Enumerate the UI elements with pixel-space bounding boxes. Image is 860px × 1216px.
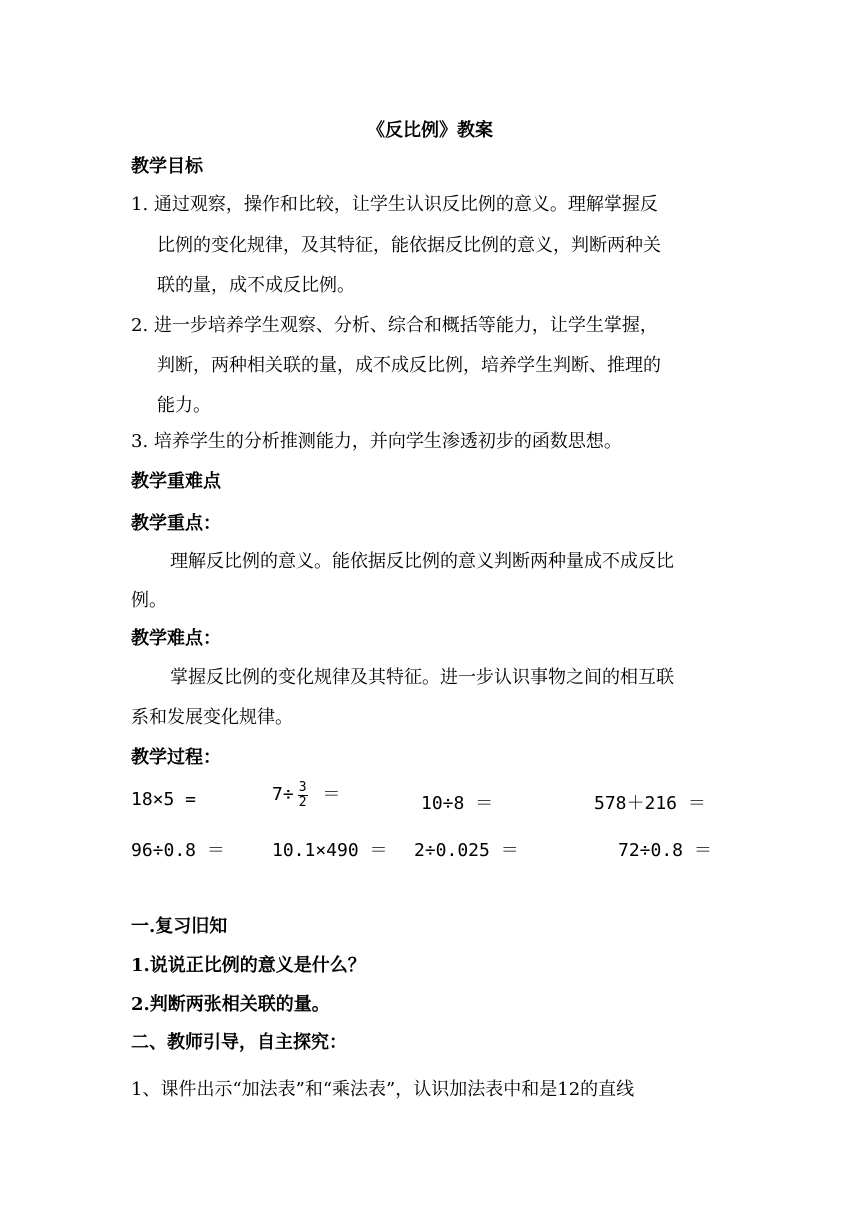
review-heading: 一.复习旧知	[131, 916, 228, 937]
explore-heading: 二、教师引导，自主探究：	[131, 1032, 347, 1053]
calc-r1c2-post: ＝	[322, 784, 341, 805]
calc-r1c3: 10÷8 ＝	[421, 793, 494, 814]
calc-r1c2	[272, 780, 340, 810]
goal-2-line-1: 2. 进一步培养学生观察、分析、综合和概括等能力，让学生掌握，	[131, 315, 658, 336]
goals-heading: 教学目标	[131, 156, 203, 177]
key-point-line-1: 理解反比例的意义。能依据反比例的意义判断两种量成不成反比	[170, 551, 674, 572]
difficult-point-line-2: 系和发展变化规律。	[131, 707, 293, 728]
calc-r2c3: 2÷0.025 ＝	[414, 840, 519, 861]
goal-1-line-2: 比例的变化规律，及其特征，能依据反比例的意义，判断两种关	[157, 235, 661, 256]
goal-2-line-2: 判断，两种相关联的量，成不成反比例，培养学生判断、推理的	[157, 355, 661, 376]
review-item-2: 2.判断两张相关联的量。	[131, 994, 330, 1015]
key-point-line-2: 例。	[131, 590, 167, 611]
goal-1-line-3: 联的量，成不成反比例。	[157, 275, 355, 296]
calc-r1c1: 18×5 =	[131, 789, 197, 810]
process-heading: 教学过程：	[131, 747, 221, 768]
calc-r2c2: 10.1×490 ＝	[272, 840, 388, 861]
difficult-point-heading: 教学难点：	[131, 628, 221, 649]
fraction-numerator: 3	[298, 779, 307, 795]
goal-2-line-3: 能力。	[157, 395, 211, 416]
calc-r2c4: 72÷0.8 ＝	[618, 840, 712, 861]
difficult-point-line-1: 掌握反比例的变化规律及其特征。进一步认识事物之间的相互联	[170, 667, 674, 688]
goal-1-line-1: 1. 通过观察，操作和比较，让学生认识反比例的意义。理解掌握反	[131, 194, 658, 215]
calc-r1c4: 578＋216 ＝	[594, 793, 706, 814]
review-item-1: 1.说说正比例的意义是什么？	[131, 955, 366, 976]
fraction	[298, 781, 308, 810]
explore-item-1: 1、课件出示“加法表”和“乘法表”，认识加法表中和是12的直线	[131, 1079, 635, 1100]
document-title: 《反比例》教案	[367, 120, 493, 141]
calc-r2c1: 96÷0.8 ＝	[131, 840, 225, 861]
calc-r1c2-pre: 7÷	[272, 784, 294, 805]
fraction-denominator: 2	[298, 794, 307, 810]
goal-3: 3. 培养学生的分析推测能力，并向学生渗透初步的函数思想。	[131, 431, 622, 452]
key-difficult-heading: 教学重难点	[131, 471, 221, 492]
key-point-heading: 教学重点：	[131, 513, 221, 534]
